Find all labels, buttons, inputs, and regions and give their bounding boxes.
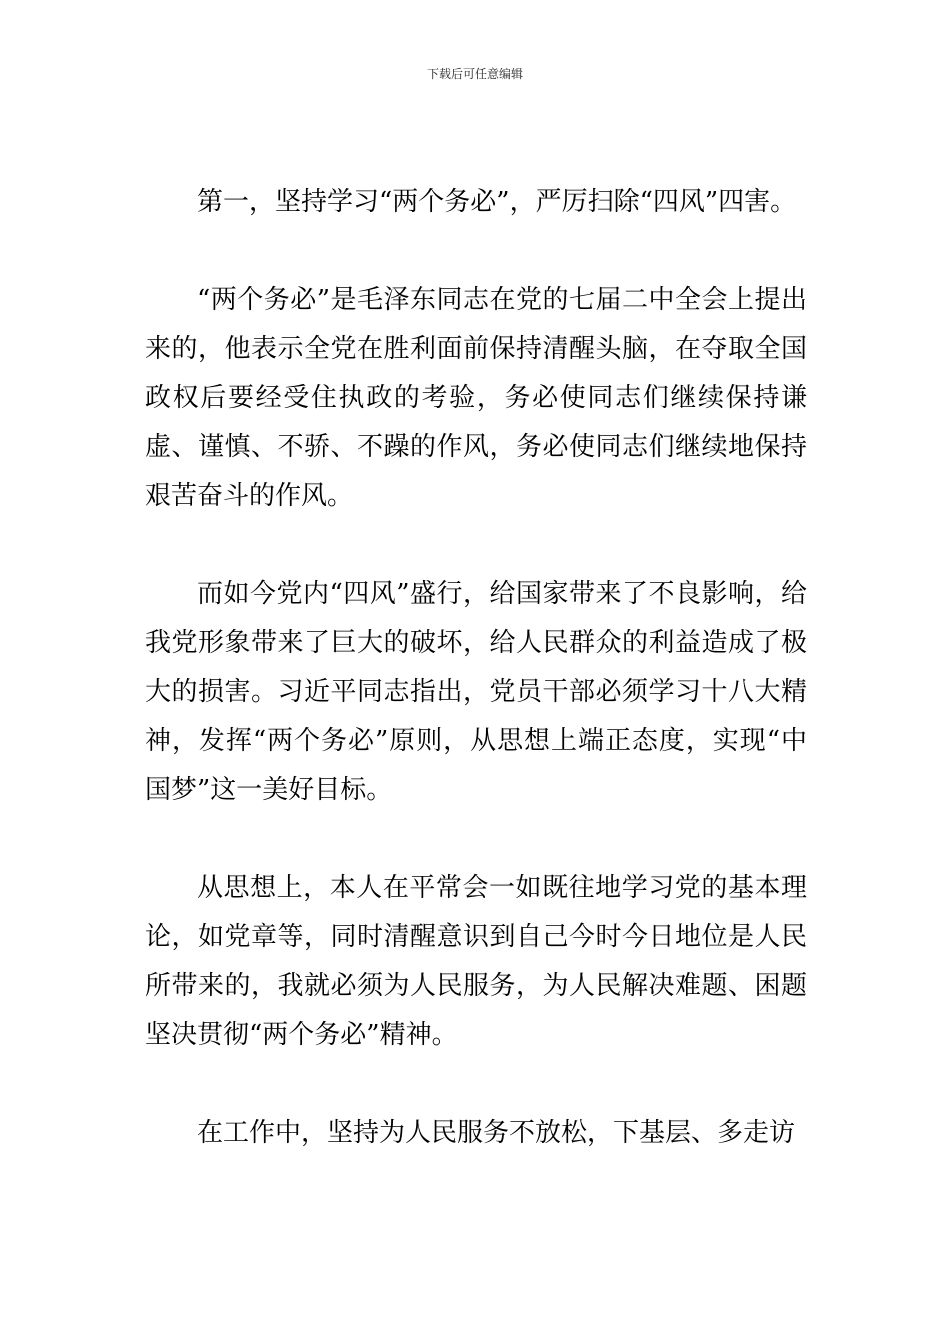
paragraph-3: 而如今党内“四风”盛行，给国家带来了不良影响，给我党形象带来了巨大的破坏，给人民群众的利益造成了极大的损害。习近平同志指出，党员干部必须学习十八大精神，发挥“两个务必”原则，从思想上端正态度，实现“中国梦”这一美好目标。 xyxy=(145,579,807,805)
document-body xyxy=(145,178,807,1158)
page-header: 下载后可任意编辑 xyxy=(426,67,523,81)
paragraph-5: 在工作中，坚持为人民服务不放松，下基层、多走访 xyxy=(197,1118,796,1148)
paragraph-2: “两个务必”是毛泽东同志在党的七届二中全会上提出来的，他表示全党在胜利面前保持清醒头脑，在夺取全国政权后要经受住执政的考验，务必使同志们继续保持谦虚、谨慎、不骄、不躁的作风，务必使同志们继续地保持艰苦奋斗的作风。 xyxy=(145,285,807,511)
paragraph-1: 第一，坚持学习“两个务必”，严厉扫除“四风”四害。 xyxy=(197,187,797,217)
paragraph-4: 从思想上，本人在平常会一如既往地学习党的基本理论，如党章等，同时清醒意识到自己今时今日地位是人民所带来的，我就必须为人民服务，为人民解决难题、困题坚决贯彻“两个务必”精神。 xyxy=(145,873,807,1050)
